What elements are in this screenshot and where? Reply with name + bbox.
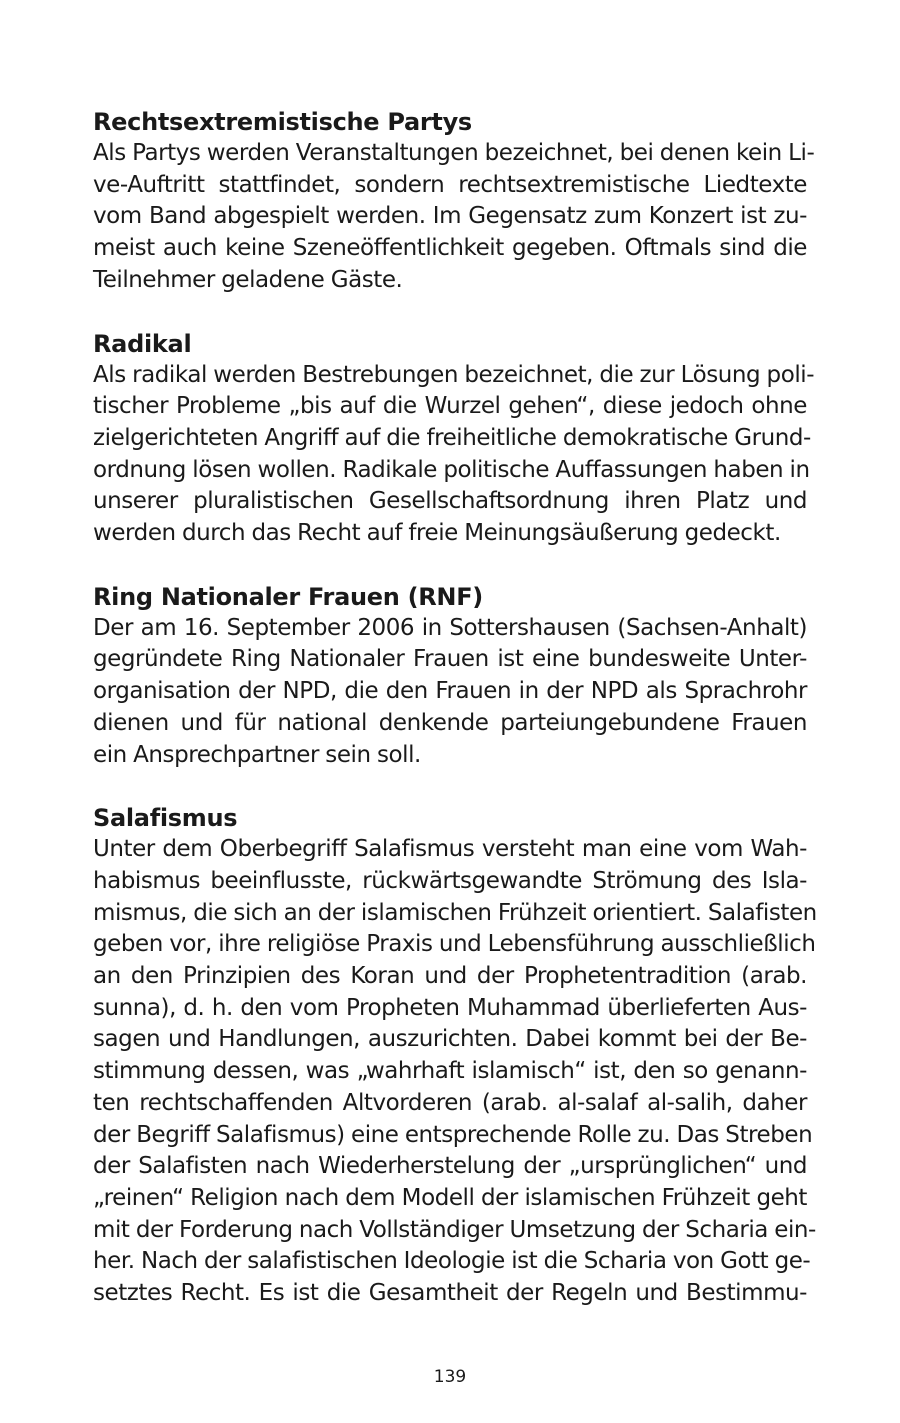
entry-text-line: stimmung dessen, was „wahrhaft islamisch“ ist, den so genann- (93, 1058, 807, 1085)
entry-text-line: dienen und für national denkende parteiungebundene Frauen (93, 709, 807, 736)
entry-text-line: Als radikal werden Bestrebungen bezeichnet, die zur Lösung poli- (93, 361, 815, 388)
entry-text-line: Unter dem Oberbegriff Salafismus versteht man eine vom Wah- (93, 836, 807, 863)
entry-text-line: an den Prinzipien des Koran und der Prophetentradition (arab. (93, 963, 807, 990)
entry-text-line: Der am 16. September 2006 in Sottershausen (Sachsen-Anhalt) (93, 614, 807, 641)
entry-text-line: Als Partys werden Veranstaltungen bezeichnet, bei denen kein Li- (93, 140, 815, 166)
entry-text-line: vom Band abgespielt werden. Im Gegensatz zum Konzert ist zu- (93, 203, 807, 230)
page-number: 139 (433, 1367, 467, 1387)
entry-text-line: her. Nach der salafistischen Ideologie ist die Scharia von Gott ge- (93, 1248, 811, 1275)
entry-text-line: gegründete Ring Nationaler Frauen ist eine bundesweite Unter- (93, 646, 807, 673)
entry-term: Salafismus (93, 804, 238, 833)
entry-text-line: sunna), d. h. den vom Propheten Muhammad überlieferten Aus- (93, 994, 807, 1021)
entry-salafismus (93, 802, 817, 1310)
entry-text-line: ten rechtschaffenden Altvorderen (arab. al-salaf al-salih, daher (93, 1089, 807, 1116)
entry-text-line: meist auch keine Szeneöffentlichkeit gegeben. Oftmals sind die (93, 235, 807, 262)
entry-text-line: mit der Forderung nach Vollständiger Umsetzung der Scharia ein- (93, 1216, 816, 1243)
entry-term: Radikal (93, 329, 192, 358)
entry-text-line: habismus beeinflusste, rückwärtsgewandte Strömung des Isla- (93, 867, 807, 894)
entry-text-line: werden durch das Recht auf freie Meinungsäußerung gedeckt. (93, 520, 781, 547)
entry-text-line: der Salafisten nach Wiederherstelung der „ursprünglichen“ und (93, 1153, 807, 1180)
glossary-page (93, 106, 817, 1341)
entry-text-line: sagen und Handlungen, auszurichten. Dabei kommt bei der Be- (93, 1026, 807, 1053)
entry-text-line: der Begriff Salafismus) eine entsprechende Rolle zu. Das Streben (93, 1121, 813, 1148)
entry-text-line: unserer pluralistischen Gesellschaftsordnung ihren Platz und (93, 488, 807, 515)
entry-radikal (93, 328, 815, 550)
entry-text-line: geben vor, ihre religiöse Praxis und Lebensführung ausschließlich (93, 931, 816, 958)
entry-text-line: ein Ansprechpartner sein soll. (93, 741, 421, 768)
entry-text-line: tischer Probleme „bis auf die Wurzel gehen“, diese jedoch ohne (93, 393, 807, 420)
entry-text-line: ve-Auftritt stattfindet, sondern rechtsextremistische Liedtexte (93, 171, 807, 198)
entry-rechtsextremistische-partys (93, 106, 815, 297)
entry-term: Ring Nationaler Frauen (RNF) (93, 582, 483, 611)
entry-text-line: „reinen“ Religion nach dem Modell der islamischen Frühzeit geht (93, 1184, 807, 1211)
entry-text-line: Teilnehmer geladene Gäste. (93, 266, 403, 293)
entry-text-line: setztes Recht. Es ist die Gesamtheit der Regeln und Bestimmu- (93, 1280, 807, 1307)
entry-ring-nationaler-frauen (93, 581, 807, 772)
entry-text-line: mismus, die sich an der islamischen Frühzeit orientiert. Salafisten (93, 899, 817, 926)
entry-text-line: zielgerichteten Angriff auf die freiheitliche demokratische Grund- (93, 424, 811, 451)
entry-text-line: organisation der NPD, die den Frauen in der NPD als Sprachrohr (93, 678, 807, 705)
entry-text-line: ordnung lösen wollen. Radikale politische Auffassungen haben in (93, 456, 810, 483)
entry-term: Rechtsextremistische Partys (93, 108, 472, 136)
